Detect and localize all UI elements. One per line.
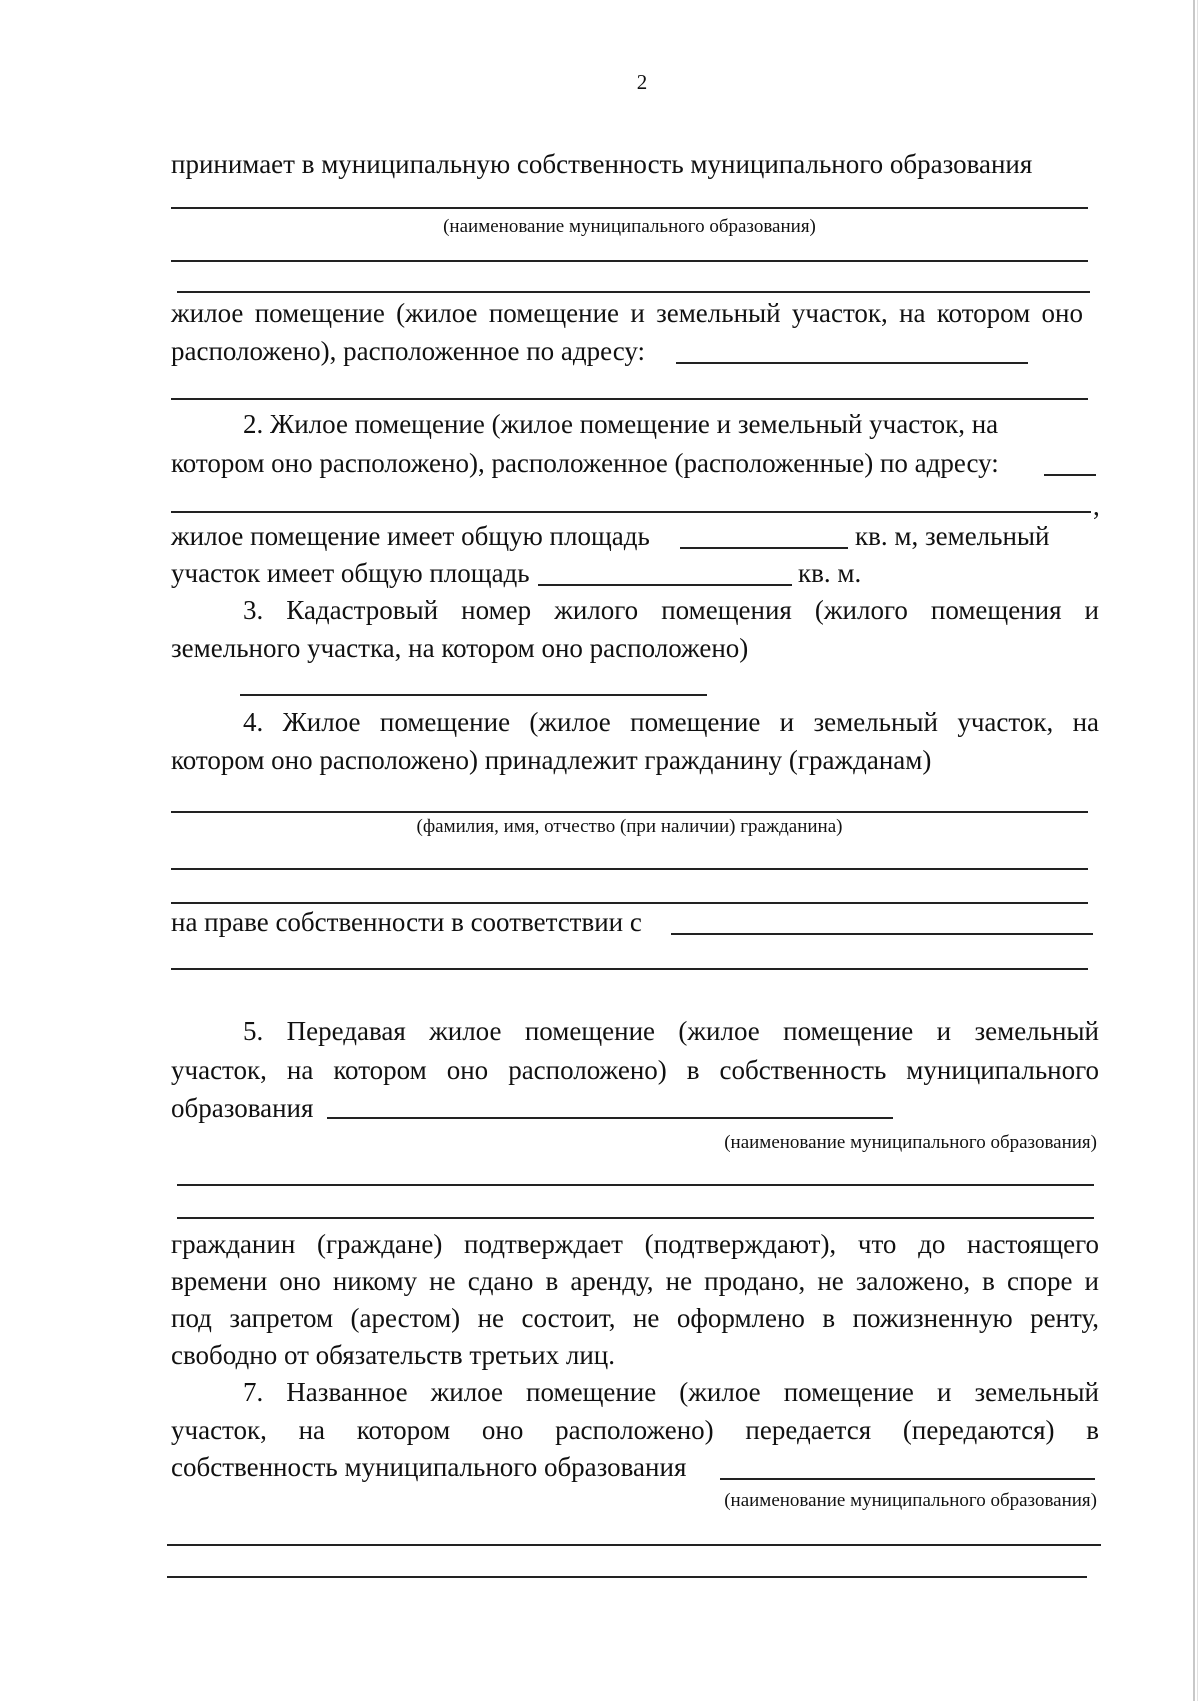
blank-ownership-basis-b (171, 968, 1088, 970)
area-line-2b: кв. м. (798, 558, 862, 588)
citizen-line-1: гражданин (граждане) подтверждает (подтверждают), что до настоящего (171, 1229, 1099, 1259)
blank-mo-3b (167, 1544, 1101, 1546)
blank-citizen-b (171, 868, 1088, 870)
page-number: 2 (636, 70, 648, 94)
item4-line-1: 4. Жилое помещение (жилое помещение и земельный участок, на (243, 707, 1099, 737)
ownership-text: на праве собственности в соответствии с (171, 907, 642, 937)
blank-mo-1c (177, 291, 1090, 293)
item5-line-2: участок, на котором оно расположено) в собственность муниципального (171, 1055, 1099, 1085)
blank-area-dwelling (680, 547, 848, 549)
blank-address-2 (1044, 474, 1096, 476)
caption-citizen: (фамилия, имя, отчество (при наличии) гражданина) (416, 816, 843, 837)
scan-edge (1193, 0, 1195, 1701)
caption-mo-1: (наименование муниципального образования) (443, 216, 816, 237)
citizen-line-4: свободно от обязательств третьих лиц. (171, 1340, 615, 1370)
blank-mo-1 (171, 207, 1088, 209)
item2-line-2: котором оно расположено), расположенное (расположенные) по адресу: (171, 448, 999, 478)
item4-line-2: котором оно расположено) принадлежит гражданину (гражданам) (171, 745, 932, 775)
blank-address-1 (676, 362, 1028, 364)
blank-mo-3 (720, 1478, 1095, 1480)
blank-mo-3c (167, 1576, 1087, 1578)
area-line-1b: кв. м, земельный (855, 521, 1050, 551)
blank-area-land (538, 584, 792, 586)
blank-citizen-c (171, 902, 1088, 904)
blank-citizen (171, 811, 1088, 813)
accepts-text: принимает в муниципальную собственность муниципального образования (171, 149, 1033, 179)
blank-address-1b (171, 398, 1088, 400)
area-line-2a: участок имеет общую площадь (171, 558, 530, 588)
item2-line-1: 2. Жилое помещение (жилое помещение и земельный участок, на (243, 409, 999, 439)
item5-line-1: 5. Передавая жилое помещение (жилое помещение и земельный (243, 1016, 1099, 1046)
item3-line-1: 3. Кадастровый номер жилого помещения (жилого помещения и (243, 595, 1099, 625)
blank-mo-2c (177, 1217, 1094, 1219)
blank-mo-2 (327, 1117, 893, 1119)
item7-line-2: участок, на котором оно расположено) передается (передаются) в (171, 1415, 1099, 1445)
comma: , (1093, 491, 1100, 521)
item7-line-1: 7. Названное жилое помещение (жилое помещение и земельный (243, 1377, 1099, 1407)
dwelling-line-1: жилое помещение (жилое помещение и земельный участок, на котором оно (171, 298, 1083, 328)
citizen-line-3: под запретом (арестом) не состоит, не оформлено в пожизненную ренту, (171, 1303, 1099, 1333)
dwelling-line-2: расположено), расположенное по адресу: (171, 336, 646, 366)
item7-line-3: собственность муниципального образования (171, 1452, 687, 1482)
blank-address-2b (171, 511, 1091, 513)
scan-edge-shadow (1197, 0, 1198, 1701)
blank-mo-1b (171, 260, 1088, 262)
item5-line-3: образования (171, 1093, 314, 1123)
blank-mo-2b (177, 1184, 1094, 1186)
area-line-1a: жилое помещение имеет общую площадь (171, 521, 650, 551)
blank-ownership-basis (671, 933, 1093, 935)
citizen-line-2: времени оно никому не сдано в аренду, не продано, не заложено, в споре и (171, 1266, 1099, 1296)
caption-mo-2: (наименование муниципального образования) (724, 1132, 1097, 1153)
item3-line-2: земельного участка, на котором оно расположено) (171, 633, 749, 663)
blank-cadastral (240, 694, 707, 696)
caption-mo-3: (наименование муниципального образования) (724, 1490, 1097, 1511)
